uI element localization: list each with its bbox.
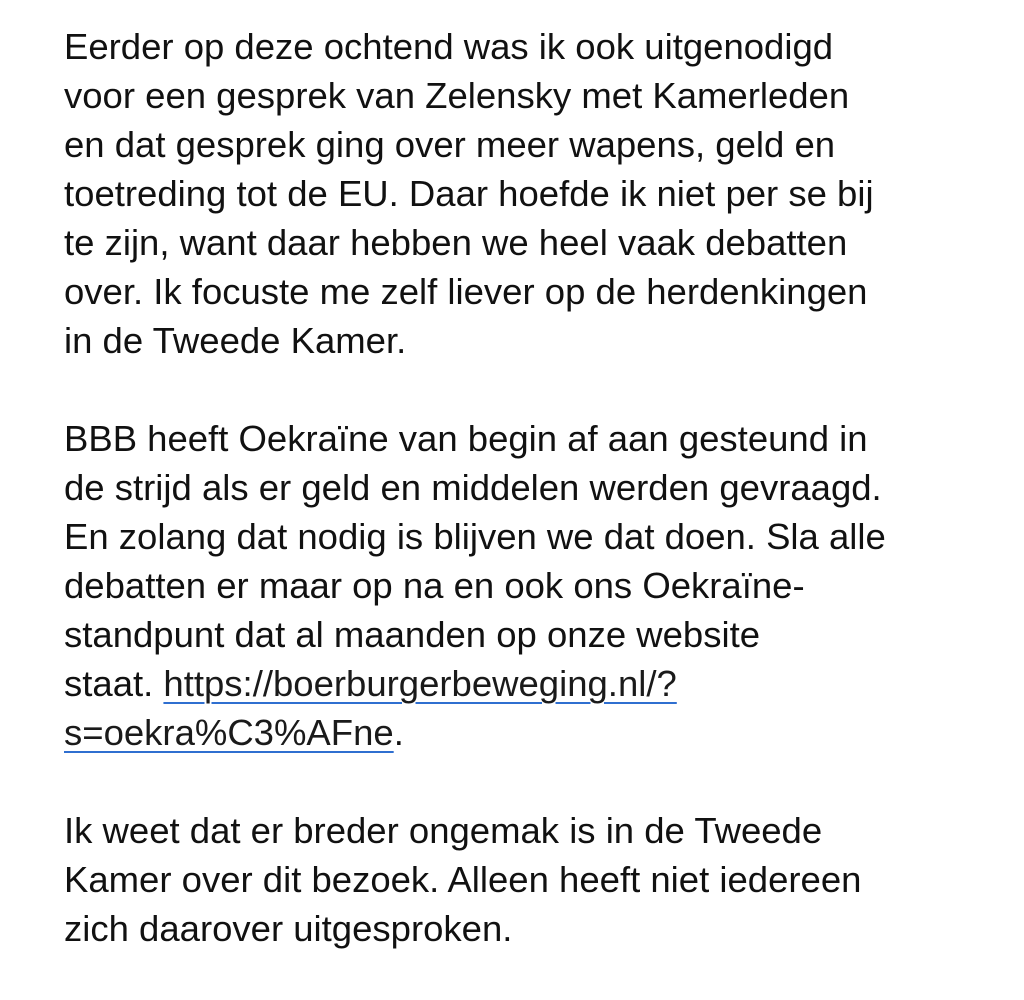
text-line: te zijn, want daar hebben we heel vaak debatten [64,222,848,263]
text-line: Eerder op deze ochtend was ik ook uitgenodigd [64,26,834,67]
text-line: debatten er maar op na en ook ons Oekraïne- [64,565,805,606]
document-body [64,22,964,953]
text-line: En zolang dat nodig is blijven we dat doen. Sla alle [64,516,886,557]
text-line: standpunt dat al maanden op onze website [64,614,761,655]
link-prefix-text: staat. [64,663,164,704]
text-line: in de Tweede Kamer. [64,320,407,361]
text-line: zich daarover uitgesproken. [64,908,513,949]
text-line: over. Ik focuste me zelf liever op de herdenkingen [64,271,868,312]
link-line [64,659,964,708]
paragraph-1 [64,22,964,365]
text-line: BBB heeft Oekraïne van begin af aan gesteund in [64,418,868,459]
text-line: en dat gesprek ging over meer wapens, geld en [64,124,836,165]
text-line: Ik weet dat er breder ongemak is in de Tweede [64,810,823,851]
link-line [64,708,964,757]
link-suffix-text: . [393,712,404,753]
paragraph-2 [64,414,964,757]
website-link[interactable]: https://boerburgerbeweging.nl/? [163,663,677,704]
website-link-continuation[interactable]: s=oekra%C3%AFne [64,712,394,753]
text-line: toetreding tot de EU. Daar hoefde ik niet per se bij [64,173,874,214]
text-line: voor een gesprek van Zelensky met Kamerleden [64,75,850,116]
text-line: Kamer over dit bezoek. Alleen heeft niet iedereen [64,859,862,900]
paragraph-3 [64,806,964,953]
text-line: de strijd als er geld en middelen werden gevraagd. [64,467,882,508]
